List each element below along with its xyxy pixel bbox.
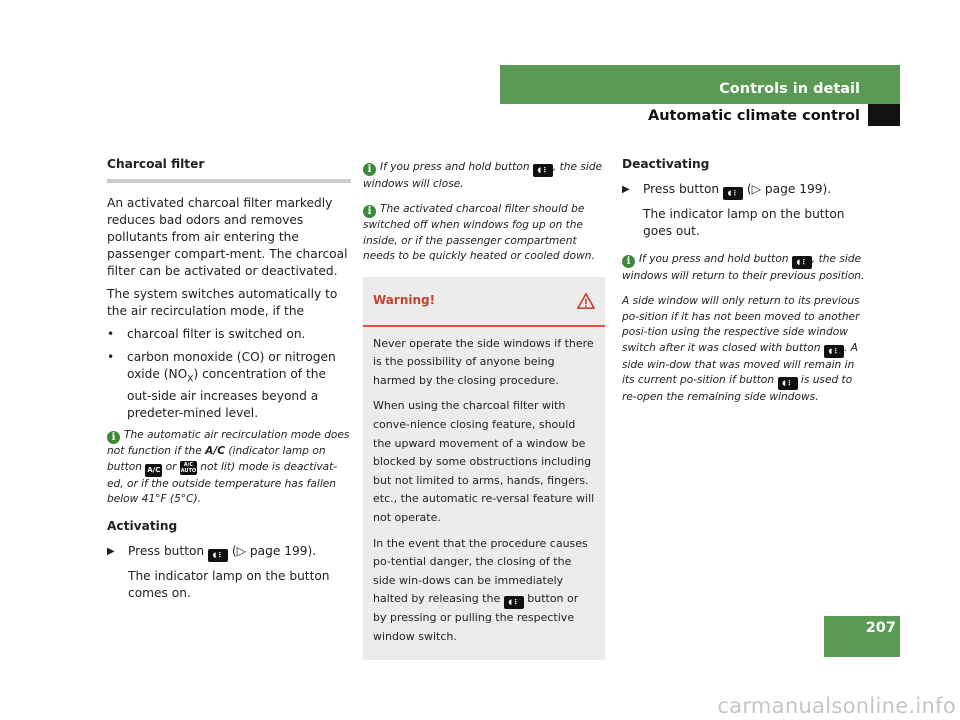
warning-title: Warning! xyxy=(373,293,436,308)
watermark: carmanualsonline.info xyxy=(717,694,956,718)
warning-triangle-icon xyxy=(577,292,595,310)
recirculation-paragraph: The system switches automatically to the air recirculation mode, if the xyxy=(107,287,338,318)
list-item: • carbon monoxide (CO) or nitrogen oxide $(NO_X)$ concentration of the out-side air increases beyond a predeter-mined level. xyxy=(107,350,336,421)
activating-result: The indicator lamp on the button comes on. xyxy=(128,568,330,600)
air-recirculation-button-icon: ◖⋮ xyxy=(208,549,228,562)
ac-button-icon: A/C xyxy=(145,464,162,477)
warning-box xyxy=(363,277,605,660)
deactivating-step: ▶ Press button ◖⋮ (▷ page 199). xyxy=(622,181,866,200)
info-note: i The activated charcoal filter should be switched off when windows fog up on the inside, or if the passenger compartment needs to be quickly heated or cooled down. xyxy=(363,203,595,263)
info-icon: i xyxy=(363,163,376,176)
page-number: 207 xyxy=(865,620,896,636)
column-left xyxy=(107,156,351,608)
column-middle xyxy=(363,160,607,660)
air-recirculation-button-icon: ◖⋮ xyxy=(792,256,812,269)
info-note: i The automatic air recirculation mode does not function if the A/C (indicator lamp on button A/C or A/C AUTO not lit) mode is deactivat-ed, or if the outside temperature has fallen below 41°F (5°C). xyxy=(107,429,350,506)
info-icon: i xyxy=(107,431,120,444)
activating-heading: Activating xyxy=(107,518,178,533)
activating-step: ▶ Press button ◖⋮ (▷ page 199). xyxy=(107,543,351,562)
list-item: • charcoal filter is switched on. xyxy=(107,327,306,341)
header-bar xyxy=(500,65,900,104)
info-icon: i xyxy=(622,255,635,268)
bullet-icon: • xyxy=(107,350,115,364)
intro-paragraph: An activated charcoal filter markedly reduces bad odors and removes pollutants from air entering the passenger compart-ment. The charcoal filter can be activated or deactivated. xyxy=(107,196,348,278)
charcoal-filter-heading: Charcoal filter xyxy=(107,156,351,183)
air-recirculation-button-icon: ◖⋮ xyxy=(824,345,844,358)
deactivating-heading: Deactivating xyxy=(622,157,710,171)
column-right xyxy=(622,156,866,415)
info-note-continued: A side window will only return to its previous po-sition if it has not been moved to another posi-tion using the respective side window switch after it was closed with button ◖⋮ . A side win-dow that was moved will remain in its current po-sition if button ◖⋮ is used to re-open the remaining side windows. xyxy=(622,295,860,404)
info-note: i If you press and hold button ◖⋮ , the side windows will close. xyxy=(363,161,603,190)
section-title: Controls in detail xyxy=(719,81,860,97)
warning-header xyxy=(363,277,605,327)
warning-body: Never operate the side windows if there is the possibility of anyone being harmed by the closing procedure. When using the charcoal filter with conve-nience closing feature, should the upward movement of a window be blocked by some obstructions including but not limited to arms, hands, fingers. etc., the automatic re-versal feature will not operate. In the event that the procedure causes po-tential danger, the closing of the side win-dows can be immediately halted by releasing the ◖⋮ button or by pressing or pulling the respective window switch. xyxy=(373,336,595,643)
air-recirculation-button-icon: ◖⋮ xyxy=(533,164,553,177)
info-note: i If you press and hold button ◖⋮ , the side windows will return to their previous position. xyxy=(622,253,865,282)
info-icon: i xyxy=(363,205,376,218)
deactivating-result: The indicator lamp on the button goes out. xyxy=(643,207,845,238)
bullet-icon: • xyxy=(107,327,115,341)
air-recirculation-button-icon: ◖⋮ xyxy=(504,596,524,609)
step-arrow-icon: ▶ xyxy=(622,184,630,195)
air-recirculation-button-icon: ◖⋮ xyxy=(778,377,798,390)
page-number-box xyxy=(824,616,900,657)
ac-auto-button-icon: A/C AUTO xyxy=(180,461,197,474)
header-tab-marker xyxy=(868,104,900,126)
subsection-title: Automatic climate control xyxy=(647,108,860,124)
air-recirculation-button-icon: ◖⋮ xyxy=(723,187,743,200)
step-arrow-icon: ▶ xyxy=(107,545,115,557)
